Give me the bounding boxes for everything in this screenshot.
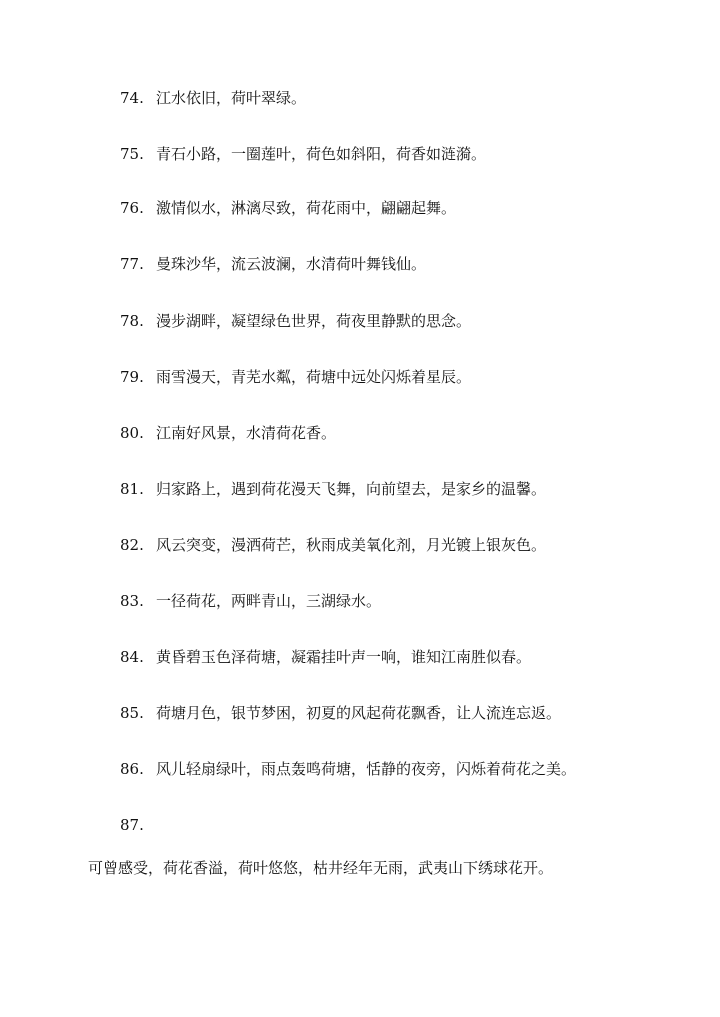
list-item: [120, 759, 576, 779]
item-number: 76.: [120, 199, 144, 217]
item-text: 青石小路，一圈莲叶，荷色如斜阳，荷香如涟漪。: [156, 145, 487, 163]
item-text: 江南好风景，水清荷花香。: [156, 424, 337, 442]
item-text: 江水依旧，荷叶翠绿。: [156, 89, 307, 107]
list-item: [120, 254, 426, 274]
list-item: [120, 647, 531, 667]
item-text: 风云突变，漫洒荷芒，秋雨成美氧化剂，月光镀上银灰色。: [156, 536, 547, 554]
item-number: 78.: [120, 312, 144, 330]
item-number: 83.: [120, 592, 144, 610]
list-item: [120, 535, 546, 555]
item-text: 荷塘月色，银节梦困，初夏的风起荷花飘香，让人流连忘返。: [156, 704, 562, 722]
continuation-text: 可曾感受，荷花香溢，荷叶悠悠，枯井经年无雨，武夷山下绣球花开。: [88, 859, 554, 877]
item-text: 一径荷花，两畔青山，三湖绿水。: [156, 592, 382, 610]
item-number: 77.: [120, 255, 144, 273]
item-number: 87.: [120, 816, 144, 834]
list-item: [120, 591, 381, 611]
item-text: 激情似水，淋漓尽致，荷花雨中，翩翩起舞。: [156, 199, 457, 217]
item-number: 75.: [120, 145, 144, 163]
item-text: 曼珠沙华，流云波澜，水清荷叶舞钱仙。: [156, 255, 427, 273]
list-item: [120, 144, 486, 164]
item-text: 归家路上，遇到荷花漫天飞舞，向前望去，是家乡的温馨。: [156, 480, 547, 498]
list-item: [120, 703, 561, 723]
list-item: [120, 367, 471, 387]
item-text: 黄昏碧玉色泽荷塘，凝霜挂叶声一响，谁知江南胜似春。: [156, 648, 532, 666]
item-text: 雨雪漫天，青芜水粼，荷塘中远处闪烁着星辰。: [156, 368, 472, 386]
list-item: [120, 88, 306, 108]
list-item: [120, 311, 471, 331]
list-item: [120, 479, 546, 499]
item-text: 风儿轻扇绿叶，雨点轰鸣荷塘，恬静的夜旁，闪烁着荷花之美。: [156, 760, 577, 778]
item-text: 漫步湖畔，凝望绿色世界，荷夜里静默的思念。: [156, 312, 472, 330]
item-number: 85.: [120, 704, 144, 722]
item-number: 84.: [120, 648, 144, 666]
list-item: [120, 198, 456, 218]
item-number: 80.: [120, 424, 144, 442]
item-number: 82.: [120, 536, 144, 554]
item-number: 79.: [120, 368, 144, 386]
list-item: [120, 423, 336, 443]
item-number: 81.: [120, 480, 144, 498]
item-number: 74.: [120, 89, 144, 107]
list-item: [120, 815, 156, 835]
item-number: 86.: [120, 760, 144, 778]
